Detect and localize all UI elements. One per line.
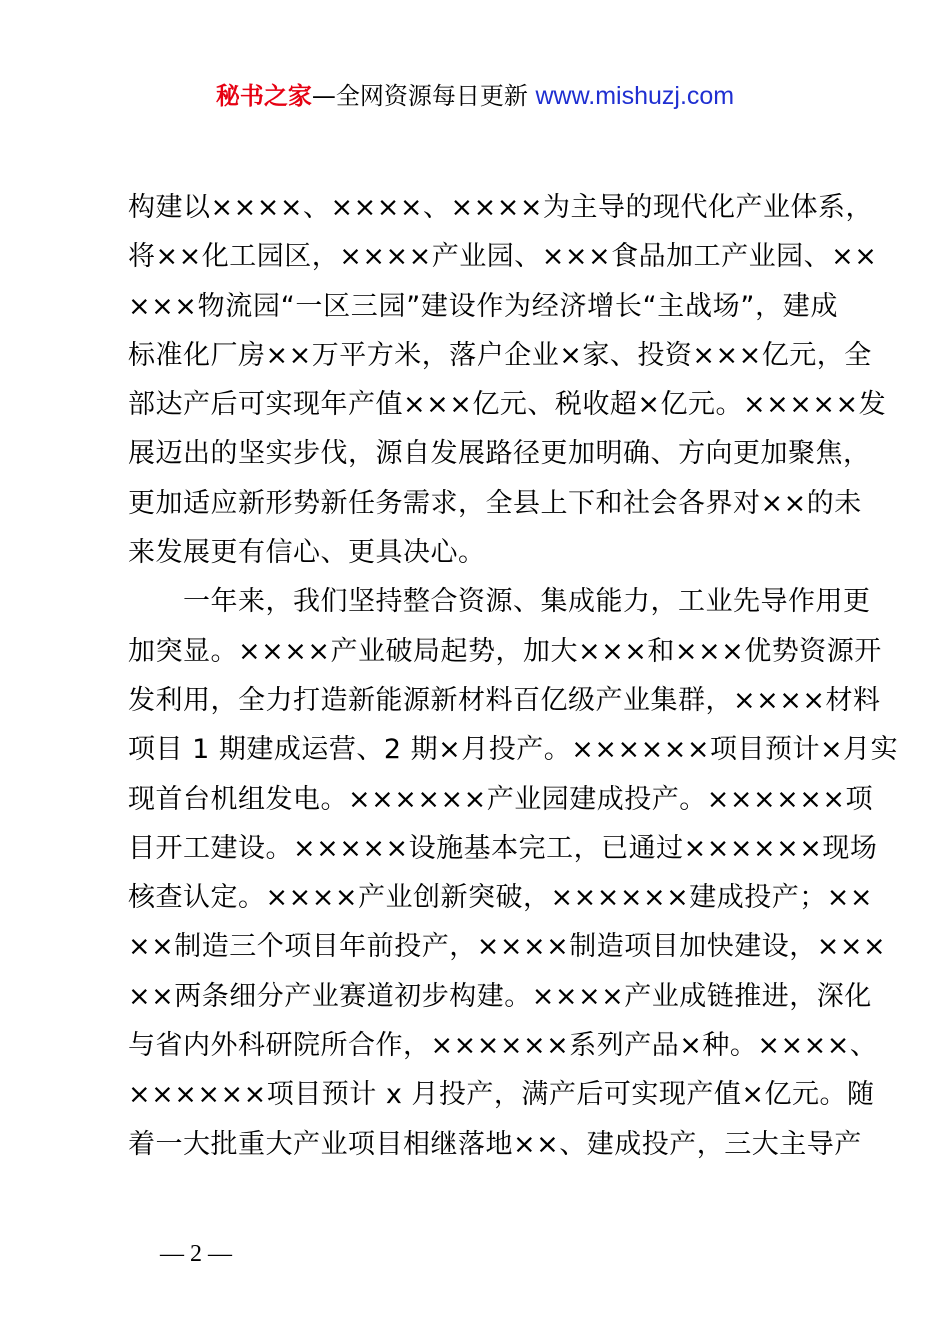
page-number: — 2 — [160,1241,232,1267]
text-line: ××××××项目预计 x 月投产，满产后可实现产值×亿元。随 [128,1079,875,1111]
text-line: 更加适应新形势新任务需求，全县上下和社会各界对××的未 [128,487,862,519]
text-line: 展迈出的坚实步伐，源自发展路径更加明确、方向更加聚焦， [128,438,871,470]
paragraph-start-line: 一年来，我们坚持整合资源、集成能力，工业先导作用更 [128,586,871,618]
text-line: 发利用，全力打造新能源新材料百亿级产业集群，××××材料 [128,684,881,716]
text-line: 核查认定。××××产业创新突破，××××××建成投产；×× [128,882,873,914]
text-line: 标准化厂房××万平方米，落户企业×家、投资×××亿元，全 [128,339,872,371]
text-line: 现首台机组发电。××××××产业园建成投产。××××××项 [128,783,873,815]
text-line: 目开工建设。×××××设施基本完工，已通过××××××现场 [128,832,878,864]
text-line: 部达产后可实现年产值×××亿元、税收超×亿元。×××××发 [128,389,887,421]
text-line: 构建以××××、××××、××××为主导的现代化产业体系， [128,192,873,223]
text-line: 着一大批重大产业项目相继落地××、建成投产，三大主导产 [128,1128,862,1160]
paragraph-end-line: 来发展更有信心、更具决心。 [128,537,486,569]
text-line: ××两条细分产业赛道初步构建。××××产业成链推进，深化 [128,980,872,1012]
document-body [128,183,899,1169]
header-tagline: —全网资源每日更新 [311,82,528,110]
site-header [0,78,950,114]
text-line: 加突显。××××产业破局起势，加大×××和×××优势资源开 [128,635,882,667]
text-line: 与省内外科研院所合作，××××××系列产品×种。××××、 [128,1030,878,1062]
text-line: ×××物流园“一区三园”建设作为经济增长“主战场”，建成 [128,290,838,322]
text-line: ××制造三个项目年前投产，××××制造项目加快建设，××× [128,931,887,963]
brand-name: 秘书之家 [215,82,312,110]
text-line: 项目 1 期建成运营、2 期×月投产。××××××项目预计×月实 [128,734,899,766]
site-url-link[interactable]: www.mishuzj.com [535,82,735,110]
text-line: 将××化工园区，××××产业园、×××食品加工产业园、×× [128,241,878,273]
